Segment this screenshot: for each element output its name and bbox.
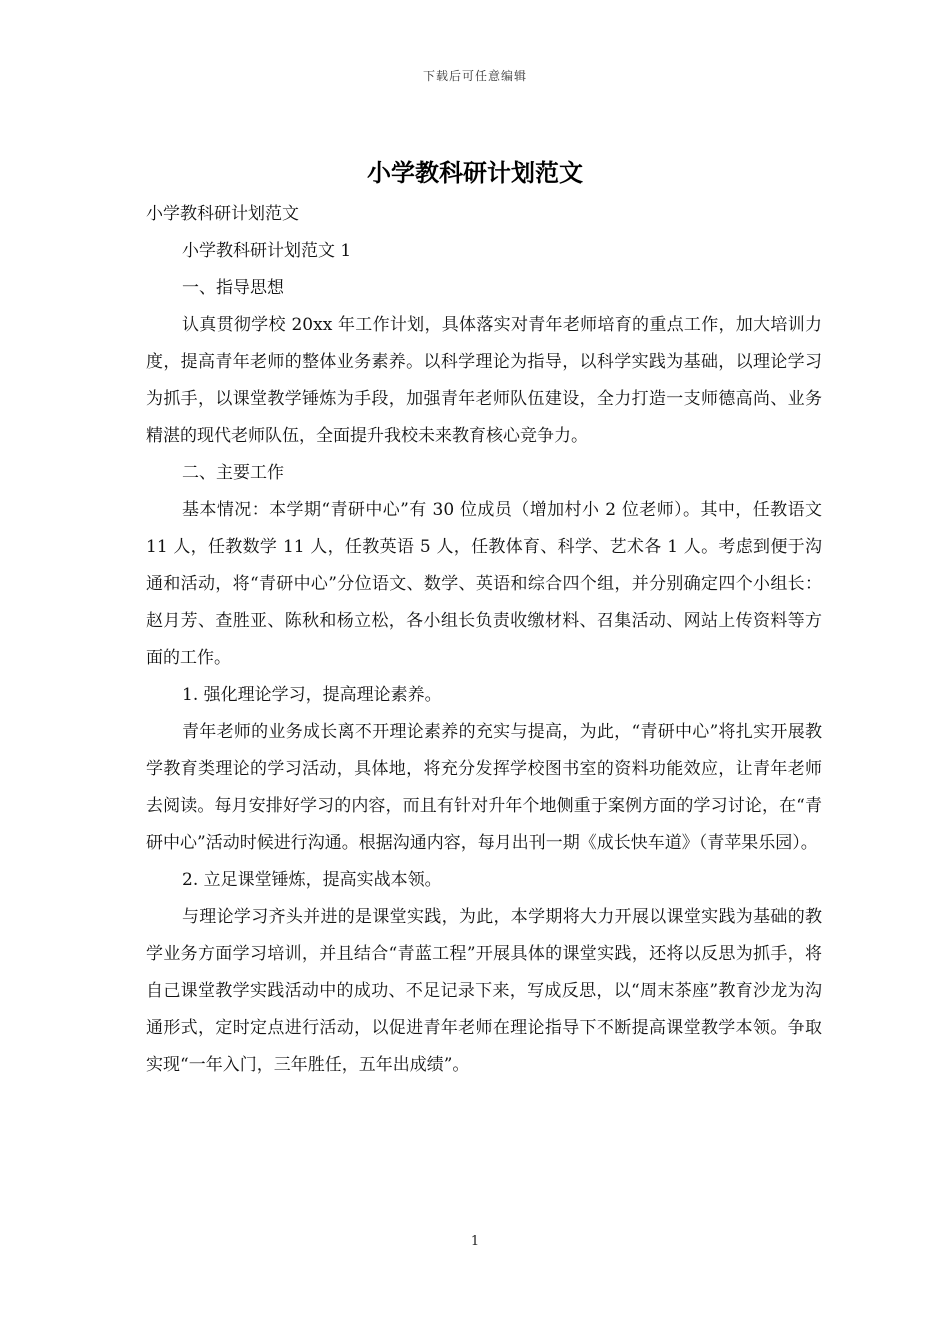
heading-guiding-thought: 一、指导思想 — [182, 278, 284, 298]
item-theory-study: 1. 强化理论学习，提高理论素养。 — [182, 685, 442, 705]
paragraph-basic-situation: 基本情况：本学期“青研中心”有 30 位成员（增加村小 2 位老师）。其中，任教语文 11 人，任教数学 11 人，任教英语 5 人，任教体育、科学、艺术各 1 人。考虑到便于沟通和活动，将“青研中心”分位语文、数学、英语和综合四个组，并分别确定四个小组长：赵月芳、查胜亚、陈秋和杨立松，各小组长负责收缴材料、召集活动、网站上传资料等方面的工作。 — [146, 500, 822, 668]
document-title: 小学教科研计划范文 — [367, 158, 583, 187]
paragraph-classroom-practice: 与理论学习齐头并进的是课堂实践，为此，本学期将大力开展以课堂实践为基础的教学业务方面学习培训，并且结合“青蓝工程”开展具体的课堂实践，还将以反思为抓手，将自己课堂教学实践活动中的成功、不足记录下来，写成反思，以“周末茶座”教育沙龙为沟通形式，定时定点进行活动，以促进青年老师在理论指导下不断提高课堂教学本领。争取实现“一年入门，三年胜任，五年出成绩”。 — [146, 907, 822, 1075]
document-body — [146, 196, 822, 1084]
subtitle: 小学教科研计划范文 — [146, 204, 299, 224]
heading-main-work: 二、主要工作 — [182, 463, 284, 483]
header-note: 下载后可任意编辑 — [422, 69, 527, 83]
paragraph-theory-study: 青年老师的业务成长离不开理论素养的充实与提高，为此，“青研中心”将扎实开展教学教育类理论的学习活动，具体地，将充分发挥学校图书室的资料功能效应，让青年老师去阅读。每月安排好学习的内容，而且有针对升年个地侧重于案例方面的学习讨论，在“青研中心”活动时候进行沟通。根据沟通内容，每月出刊一期《成长快车道》（青苹果乐园）。 — [146, 722, 822, 853]
paragraph-guiding-thought: 认真贯彻学校 20xx 年工作计划，具体落实对青年老师培育的重点工作，加大培训力度，提高青年老师的整体业务素养。以科学理论为指导，以科学实践为基础，以理论学习为抓手，以课堂教学锤炼为手段，加强青年老师队伍建设，全力打造一支师德高尚、业务精湛的现代老师队伍，全面提升我校未来教育核心竞争力。 — [146, 315, 822, 446]
page-number: 1 — [470, 1234, 480, 1249]
section-heading: 小学教科研计划范文 1 — [182, 241, 352, 261]
item-classroom-practice: 2. 立足课堂锤炼，提高实战本领。 — [182, 870, 442, 890]
